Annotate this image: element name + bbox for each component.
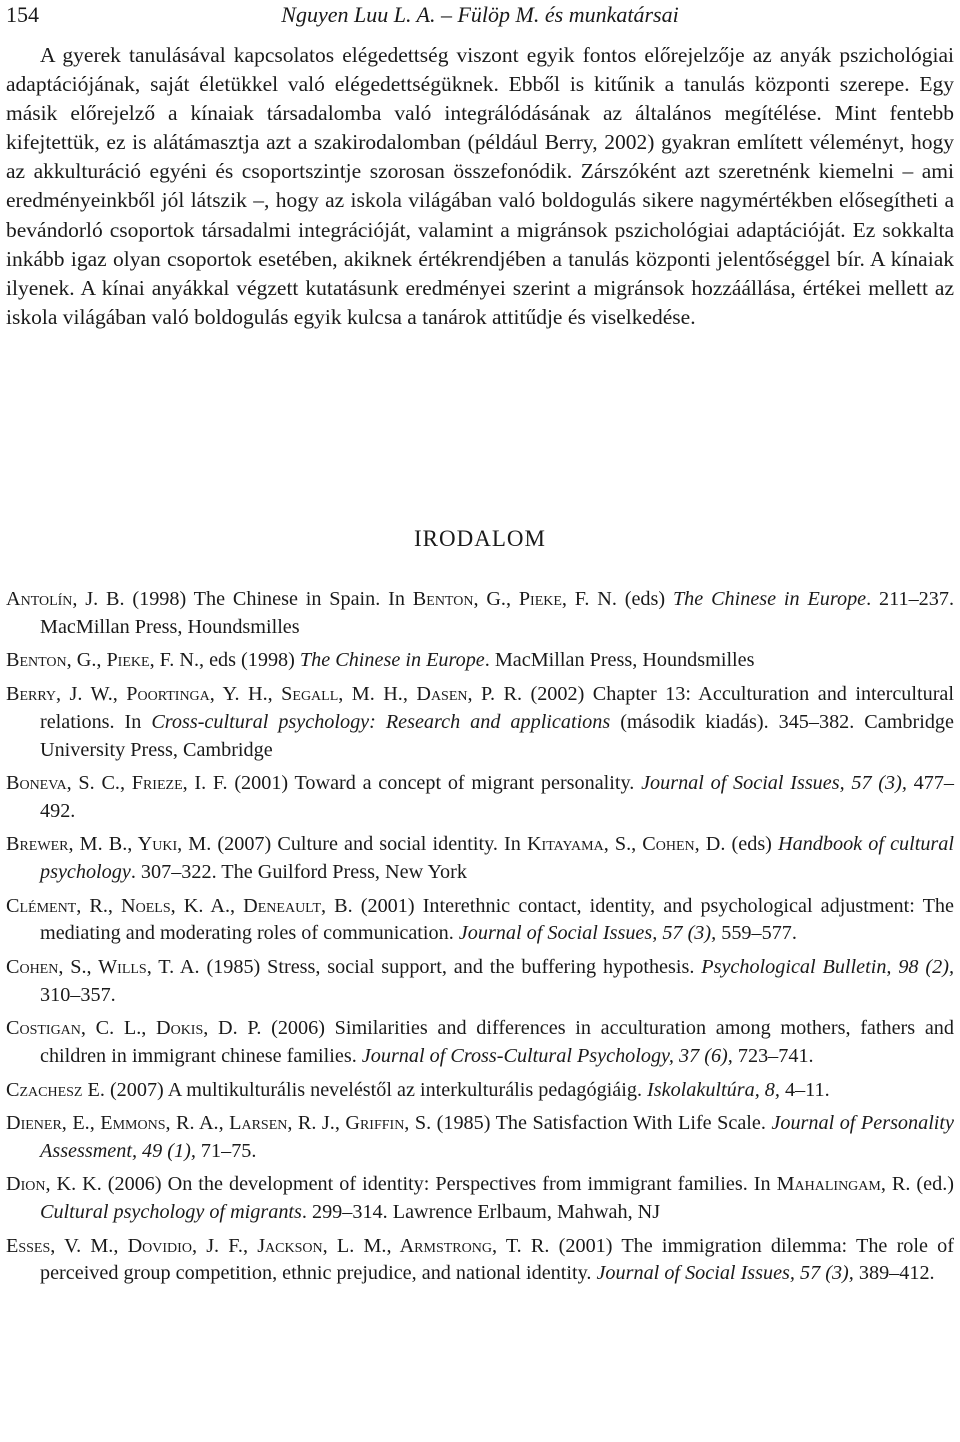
ref-text: (2002) Chapter 13: Acculturation and intercultural relations. In [40, 682, 954, 733]
ref-source: Journal of Social Issues, 57 (3), [458, 922, 717, 945]
ref-authors: Antolín, J. B. [6, 588, 125, 610]
reference-item [6, 893, 954, 949]
reference-item [6, 1110, 954, 1166]
ref-rest: (második kiadás). 345–382. Cambridge University Press, Cambridge [40, 710, 954, 761]
reference-item [6, 1015, 954, 1071]
page-header [6, 2, 954, 34]
reference-item [6, 586, 954, 642]
ref-rest: . 211–237. MacMillan Press, Houndsmilles [40, 588, 954, 638]
ref-text: , eds (1998) [199, 649, 300, 672]
ref-text: (2001) Interethnic contact, identity, and psychological adjustment: The mediating and moderating roles of communication. [40, 894, 954, 945]
ref-source: Psychological Bulletin, 98 (2), [701, 955, 954, 978]
ref-authors: Esses, V. M., Dovidio, J. F., Jackson, L. M., Armstrong, T. R. [6, 1234, 550, 1257]
ref-source: Journal of Personality Assessment, 49 (1), [40, 1111, 954, 1162]
ref-rest: . 307–322. The Guilford Press, New York [130, 861, 467, 884]
ref-text: (2007) Culture and social identity. In [211, 833, 527, 856]
ref-authors: Dion, K. K. [6, 1173, 102, 1196]
ref-source: Handbook of cultural psychology [40, 833, 954, 884]
ref-rest: 559–577. [716, 922, 797, 945]
ref-editors: Kitayama, S., Cohen, D. [526, 833, 726, 856]
ref-source: Journal of Social Issues, 57 (3), [596, 1262, 854, 1285]
ref-rest: 310–357. [40, 983, 116, 1006]
ref-editors: Benton, G., Pieke, F. N. [412, 588, 617, 610]
ref-authors: Berry, J. W., Poortinga, Y. H., Segall, M. H., Dasen, P. R. [6, 682, 523, 705]
ref-rest: 477–492. [40, 771, 955, 822]
reference-item [6, 681, 954, 765]
ref-authors: Clément, R., Noels, K. A., Deneault, B. [6, 894, 353, 917]
ref-rest: 389–412. [853, 1262, 935, 1285]
reference-list [6, 586, 954, 1294]
ref-authors: Benton, G., Pieke, F. N. [6, 649, 199, 672]
ref-text2: (eds) [725, 833, 779, 856]
reference-item [6, 954, 954, 1010]
ref-authors: Czachesz E. [6, 1078, 105, 1101]
ref-text: (2006) Similarities and differences in acculturation among mothers, fathers and children in immigrant chinese families. [40, 1017, 954, 1068]
reference-item [6, 831, 954, 887]
ref-text: (2007) A multikulturális neveléstől az interkulturális pedagógiáig. [104, 1078, 648, 1101]
reference-item [6, 647, 954, 675]
ref-rest: 4–11. [779, 1078, 830, 1101]
ref-authors: Costigan, C. L., Dokis, D. P. [6, 1017, 262, 1040]
ref-editors: Mahalingam, R. [776, 1173, 911, 1196]
ref-text2: (eds) [616, 588, 673, 610]
ref-text: (1985) The Satisfaction With Life Scale. [431, 1111, 772, 1134]
page-number: 154 [6, 2, 39, 27]
reference-item [6, 1171, 954, 1227]
ref-source: Journal of Social Issues, 57 (3), [641, 771, 907, 794]
ref-text: (1985) Stress, social support, and the buffering hypothesis. [199, 955, 702, 978]
ref-source: Cultural psychology of migrants [40, 1201, 302, 1224]
reference-item [6, 1233, 954, 1289]
ref-source: Iskolakultúra, 8, [647, 1078, 780, 1101]
section-title: IRODALOM [414, 526, 546, 551]
running-head: Nguyen Luu L. A. – Fülöp M. és munkatársai [281, 2, 679, 27]
ref-text: (2001) Toward a concept of migrant personality. [227, 771, 642, 794]
ref-source: The Chinese in Europe [299, 649, 485, 672]
ref-authors: Boneva, S. C., Frieze, I. F. [6, 771, 228, 794]
ref-rest: 71–75. [195, 1139, 257, 1162]
ref-source: Journal of Cross-Cultural Psychology, 37 (6), [361, 1045, 733, 1068]
ref-rest: . MacMillan Press, Houndsmilles [484, 649, 755, 672]
ref-text: (2001) The immigration dilemma: The role of perceived group competition, ethnic prejudice, and national identity. [40, 1234, 954, 1285]
ref-rest: . 299–314. Lawrence Erlbaum, Mahwah, NJ [301, 1201, 661, 1224]
ref-authors: Cohen, S., Wills, T. A. [6, 955, 200, 978]
ref-text: (2006) On the development of identity: Perspectives from immigrant families. In [101, 1173, 777, 1196]
ref-text2: (ed.) [910, 1173, 954, 1196]
ref-text: (1998) The Chinese in Spain. In [124, 588, 413, 610]
ref-rest: 723–741. [732, 1045, 814, 1068]
reference-item [6, 1077, 954, 1105]
ref-source: The Chinese in Europe [672, 588, 867, 610]
ref-authors: Diener, E., Emmons, R. A., Larsen, R. J., Griffin, S. [6, 1111, 432, 1134]
reference-item [6, 770, 954, 826]
body-paragraph: A gyerek tanulásával kapcsolatos elégedettség viszont egyik fontos előrejelzője az anyák pszichológiai adaptációjának, saját életükkel való elégedettségüknek. Ebből is kitűnik a tanulás központi szerepe. Egy másik előrejelző a kínaiak társadalomba való integrálódásának az általános megítélése. Mint fentebb kifejtettük, ez is alátámasztja azt a szakirodalomban (például Berry, 2002) gyakran említett véleményt, hogy az akkulturáció egyéni és csoportszintje szorosan összefonódik. Zárszóként azt szeretnénk kiemelni – ami eredményeinkből jól látszik –, hogy az iskola világában való boldogulás sikere nagymértékben elősegítheti a bevándorló csoportok társadalmi integrációját, valamint a migránsok pszichológiai adaptációját. Ez sokkalta inkább igaz olyan csoportok esetében, akiknek értékrendjében a tanulás központi jelentőséggel bír. A kínaiak ilyenek. A kínai anyákkal végzett kutatásunk eredményei szerint a migránsok hozzáállása, értékei mellett az iskola világában való boldogulás egyik kulcsa a tanárok attitűdje és viselkedése. [6, 43, 954, 329]
ref-authors: Brewer, M. B., Yuki, M. [6, 833, 212, 856]
ref-source: Cross-cultural psychology: Research and applications [151, 710, 611, 733]
